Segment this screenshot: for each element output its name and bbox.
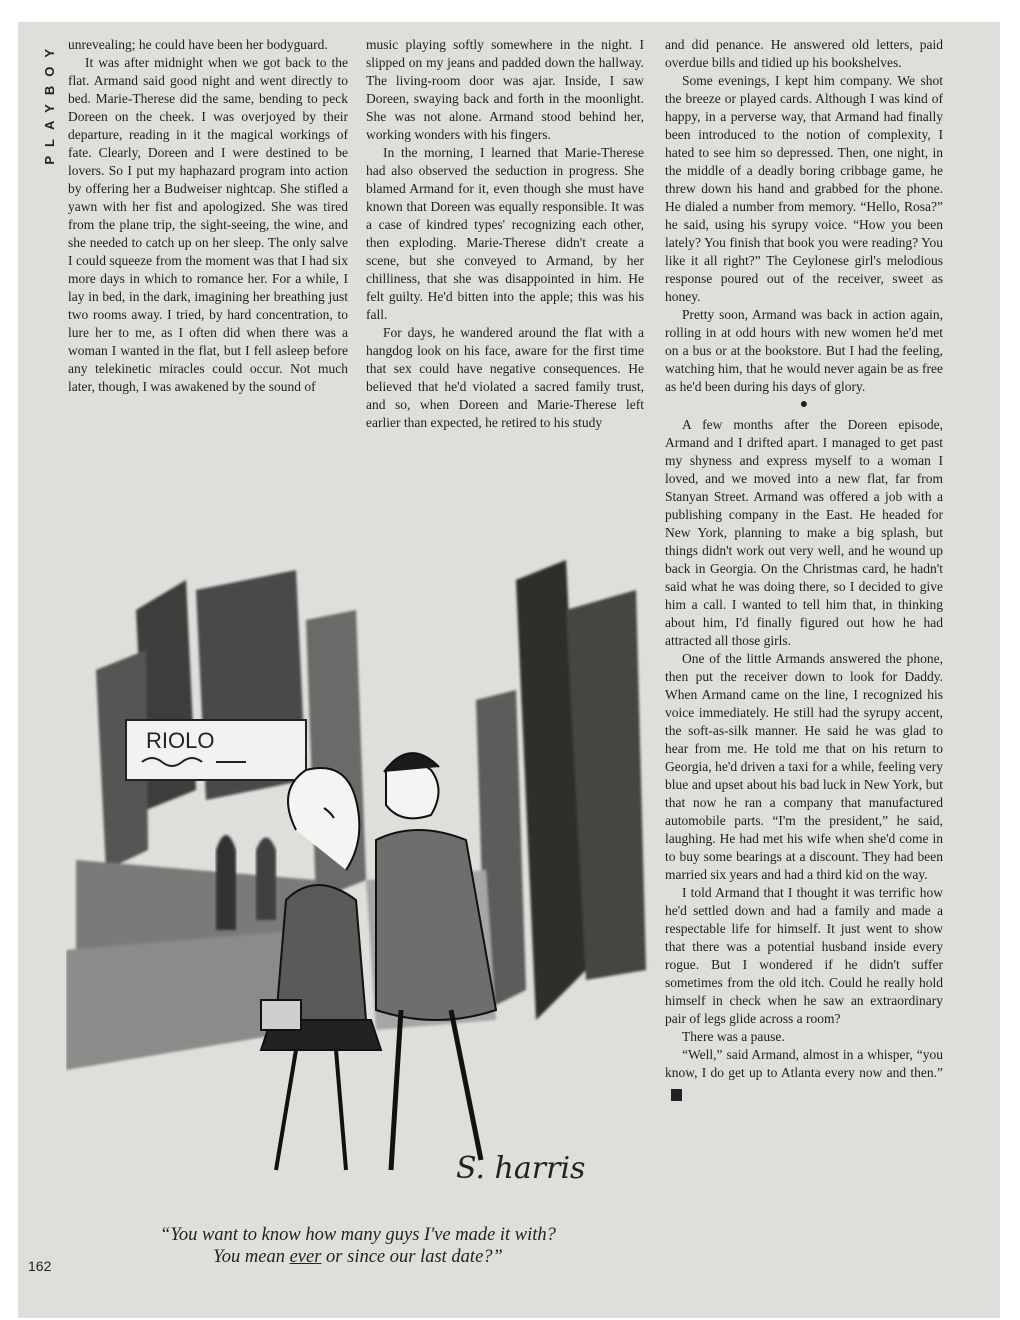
man-figure xyxy=(376,753,496,1170)
paragraph: music playing softly somewhere in the night. I slipped on my jeans and padded down the hallway. The living-room door was ajar. Inside, I saw Doreen, swaying back and forth in the moonlight. She was not alone. Armand stood behind her, working wonders with his fingers. xyxy=(366,37,644,142)
paragraph: Some evenings, I kept him company. We shot the breeze or played cards. Although I was kind of happy, in a perverse way, that Armand had finally been introduced to the notion of complexity, I hated to see him so depressed. Then, one night, in the middle of a deadly boring cribbage game, he threw down his hand and grabbed for the phone. He dialed a number from memory. “Hello, Rosa?” he said, using his syrupy voice. “How you been lately? You finish that book you were reading? You like it all right?” The Ceylonese girl's melodious response poured out of the receiver, sweet as honey. xyxy=(665,73,943,304)
paragraph: There was a pause. xyxy=(682,1029,785,1044)
paragraph: Pretty soon, Armand was back in action again, rolling in at odd hours with new women he'd met on a bus or at the bookstore. But I had the feeling, watching him, that he would never again be as free as he'd been during his days of glory. xyxy=(665,307,943,394)
section-separator: ● xyxy=(799,397,809,412)
text-column-3 xyxy=(665,36,943,1101)
caption-emphasis: ever xyxy=(289,1247,322,1267)
paragraph: For days, he wandered around the flat with a hangdog look on his face, aware for the first time that sex could have negative consequences. He believed that he'd violated a sacred family trust, and so, when Doreen and Marie-Therese left earlier than expected, he retired to his study xyxy=(366,325,644,430)
page-number: 162 xyxy=(28,1258,52,1274)
paragraph: A few months after the Doreen episode, Armand and I drifted apart. I managed to get past my shyness and express myself to a woman I loved, and we moved into a new flat, far from Stanyan Street. Armand was offered a job with a publishing company in the East. He headed for New York, planning to make a big splash, but things didn't work out very well, and he wound up back in Georgia. On the Christmas card, he hadn't said what he was doing there, so I decided to give him a call. I wanted to tell him that, in thinking about him, I'd finally figured out how he had attracted all those girls. xyxy=(665,417,943,648)
caption-text: or since our last date?” xyxy=(321,1247,503,1267)
text-column-1 xyxy=(68,36,348,396)
artist-signature xyxy=(456,1151,585,1186)
text-column-2 xyxy=(366,36,644,432)
paragraph: One of the little Armands answered the phone, then put the receiver down to look for Daddy. When Armand came on the line, I recognized his voice immediately. He still had the syrupy accent, the soft-as-silk manner. He said he was glad to hear from me. He told me that on his return to Georgia, he'd driven a taxi for a while, feeling very blue and upset about his bad luck in New York, but that now he ran a company that manufactured automobile parts. “I'm the president,” he said, laughing. He had met his wife when she'd come in to buy some bearings at a discount. They had been married six years and had a third kid on the way. xyxy=(665,651,943,882)
paragraph: unrevealing; he could have been her bodyguard. xyxy=(68,37,328,52)
masthead: PLAYBOY xyxy=(42,40,57,165)
paragraph xyxy=(665,1046,943,1101)
rabbit-head-icon: ● xyxy=(671,1089,682,1101)
cartoon-caption xyxy=(98,1224,618,1268)
theater-marquee xyxy=(126,720,306,780)
caption-text: You mean xyxy=(213,1247,290,1267)
caption-line-1: “You want to know how many guys I've made it with? xyxy=(160,1225,556,1245)
paragraph: and did penance. He answered old letters, paid overdue bills and tidied up his bookshelves. xyxy=(665,37,943,70)
paragraph-text: “Well,” said Armand, almost in a whisper, “you know, I do get up to Atlanta every now and then.” xyxy=(665,1047,943,1080)
paragraph: In the morning, I learned that Marie-Therese had also observed the seduction in progress. She blamed Armand for it, even though she must have known that Doreen was equally responsible. It was a case of kindred types' recognizing each other, then exploding. Marie-Therese didn't create a scene, but she conveyed to Armand, by her chilliness, that she was disappointed in him. He felt guilty. He'd bitten into the apple; this was his fall. xyxy=(366,145,644,322)
marquee-text: RIOLO xyxy=(146,728,215,753)
paragraph: I told Armand that I thought it was terrific how he'd settled down and had a family and made a respectable life for himself. It just went to show that there was a potential husband inside every rogue. But I wondered if he didn't suffer sometimes from the old itch. Could he really hold himself in check when he saw an extraordinary pair of legs glide across a room? xyxy=(665,885,943,1026)
magazine-page xyxy=(18,22,1000,1318)
signature-text: S. harris xyxy=(456,1151,586,1186)
paragraph: It was after midnight when we got back to the flat. Armand said good night and went directly to bed. Marie-Therese did the same, bending to peck Doreen on the cheek. I was overjoyed by their departure, reading in it the magical workings of fate. Clearly, Doreen and I were destined to be lovers. So I put my haphazard program into action by offering her a Budweiser nightcap. She stifled a yawn with her fist and apologized. She was tired from the plane trip, the sight-seeing, the wine, and she needed to catch up on her sleep. The only salve I could squeeze from the moment was that I had six more days in which to romance her. For a while, I lay in bed, in the dark, imagining her breathing just two rooms away. I tried, by hard concentration, to lure her to me, as I often did when there was a woman I wanted in the flat, but I fell asleep before any telekinetic miracles could occur. Not much later, though, I was awakened by the sound of xyxy=(68,55,348,394)
cartoon-illustration xyxy=(66,550,652,1190)
caption-line-2 xyxy=(98,1246,618,1268)
